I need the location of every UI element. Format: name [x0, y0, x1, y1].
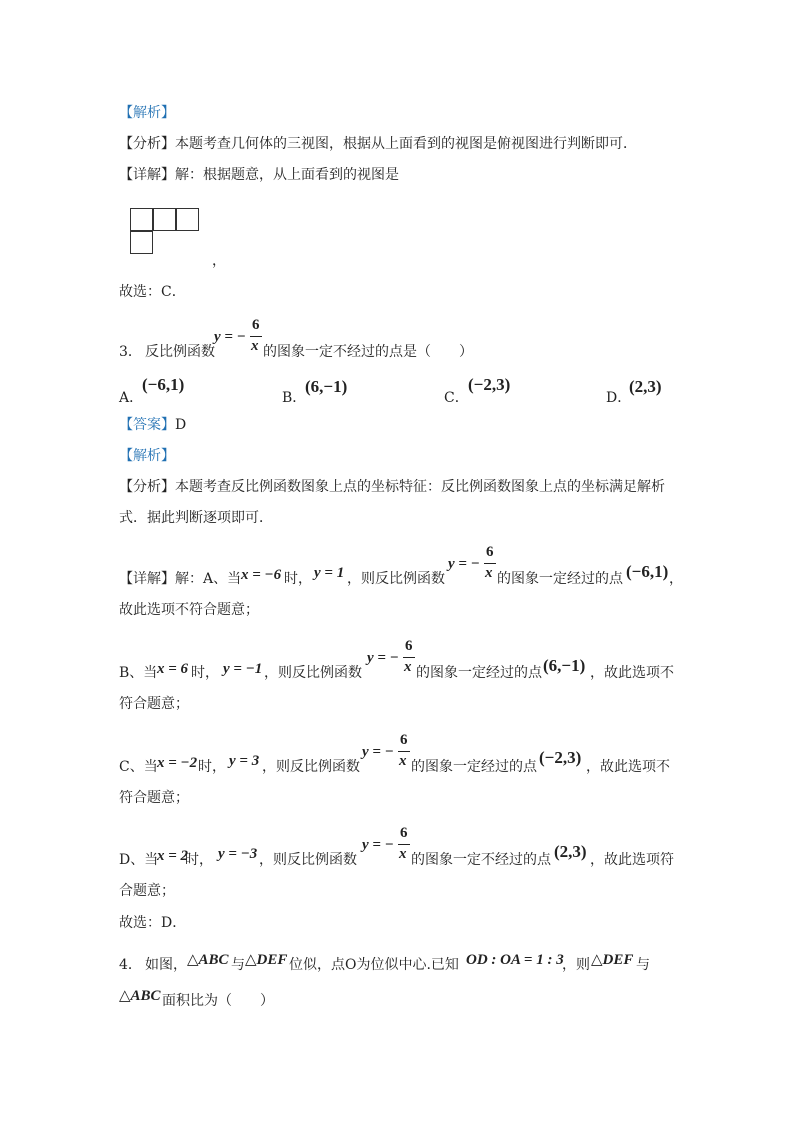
q3-analysis-tag: 【解析】	[119, 448, 175, 464]
option-b-value: (6,−1)	[305, 377, 348, 396]
case-d-point: (2,3)	[554, 842, 587, 861]
case-c-y: y = 3	[229, 753, 260, 769]
case-c-result-tail: 符合题意；	[119, 790, 189, 806]
q4-text-d: ，则	[562, 957, 590, 973]
case-a-comma: ，	[669, 571, 683, 587]
case-b-result-tail: 符合题意；	[119, 696, 189, 712]
case-b-graph: 的图象一定经过的点	[416, 665, 542, 681]
case-d-shi: 时，	[185, 852, 213, 868]
q2-comma: ，	[212, 253, 226, 269]
q4-text-c: 位似，点O为位似中心.已知	[289, 957, 459, 973]
case-a-x: x = −6	[241, 567, 282, 583]
q4-ratio: OD : OA = 1 : 3	[466, 952, 564, 968]
option-b-label: B．	[282, 390, 307, 406]
case-b-shi: 时，	[191, 665, 219, 681]
q4-text-b: 与	[231, 957, 245, 973]
option-c-value: (−2,3)	[468, 375, 511, 394]
q2-choose: 故选：C．	[119, 284, 186, 300]
q4-tri2: △DEF	[245, 952, 288, 968]
case-c-prefix: C、当	[119, 759, 158, 775]
option-a-value: (−6,1)	[142, 375, 185, 394]
q3-analysis-line1: 【分析】本题考查反比例函数图象上点的坐标特征：反比例函数图象上点的坐标满足解析	[119, 479, 665, 495]
q4-text-f: 面积比为（ ）	[162, 993, 274, 1009]
q4-text-e: 与	[636, 957, 650, 973]
q3-answer: 【答案】D	[119, 417, 187, 433]
case-d-result-head: ，故此选项符	[590, 852, 674, 868]
q4-tri3: △DEF	[591, 952, 634, 968]
case-c-shi: 时，	[198, 759, 226, 775]
q3-stem-a: 反比例函数	[145, 344, 215, 360]
option-d-label: D．	[606, 390, 632, 406]
case-b-x: x = 6	[157, 661, 189, 677]
case-c-graph: 的图象一定经过的点	[411, 759, 537, 775]
case-a-line1: 【详解】解：A、当	[119, 571, 242, 587]
case-d-result-tail: 合题意；	[119, 883, 175, 899]
q4-tri4: △ABC	[119, 988, 161, 1004]
option-c-label: C．	[444, 390, 469, 406]
case-d-prefix: D、当	[119, 852, 159, 868]
case-a-shi: 时，	[284, 571, 312, 587]
q4-tri1: △ABC	[187, 952, 229, 968]
q3-analysis-line2: 式．据此判断逐项即可．	[119, 510, 273, 526]
q4-text-a: 如图，	[145, 957, 187, 973]
analysis-tag: 【解析】	[119, 105, 175, 121]
case-b-then: ，则反比例函数	[264, 665, 362, 681]
case-a-point: (−6,1)	[626, 562, 669, 581]
option-a-label: A．	[119, 390, 144, 406]
case-d-y: y = −3	[218, 846, 258, 862]
case-d-x: x = 2	[157, 848, 189, 864]
case-a-result: 故此选项不符合题意；	[119, 602, 259, 618]
q2-detail: 【详解】解：根据题意，从上面看到的视图是	[119, 167, 399, 183]
case-c-result-head: ，故此选项不	[586, 759, 670, 775]
q2-analysis: 【分析】本题考查几何体的三视图，根据从上面看到的视图是俯视图进行判断即可．	[119, 136, 637, 152]
case-b-y: y = −1	[223, 661, 263, 677]
option-d-value: (2,3)	[629, 377, 662, 396]
case-c-point: (−2,3)	[539, 748, 582, 767]
case-a-y: y = 1	[314, 565, 345, 581]
case-c-x: x = −2	[157, 755, 198, 771]
case-d-then: ，则反比例函数	[259, 852, 357, 868]
q4-number: 4．	[119, 957, 142, 973]
case-c-then: ，则反比例函数	[262, 759, 360, 775]
case-d-graph: 的图象一定不经过的点	[411, 852, 551, 868]
case-a-graph: 的图象一定经过的点	[497, 571, 623, 587]
q3-choose: 故选：D．	[119, 915, 187, 931]
case-b-point: (6,−1)	[543, 656, 586, 675]
q3-stem-b: 的图象一定不经过的点是（ ）	[263, 344, 473, 360]
case-b-result-head: ，故此选项不	[590, 665, 674, 681]
case-b-prefix: B、当	[119, 665, 158, 681]
q3-number: 3．	[119, 344, 142, 360]
case-a-then: ，则反比例函数	[347, 571, 445, 587]
